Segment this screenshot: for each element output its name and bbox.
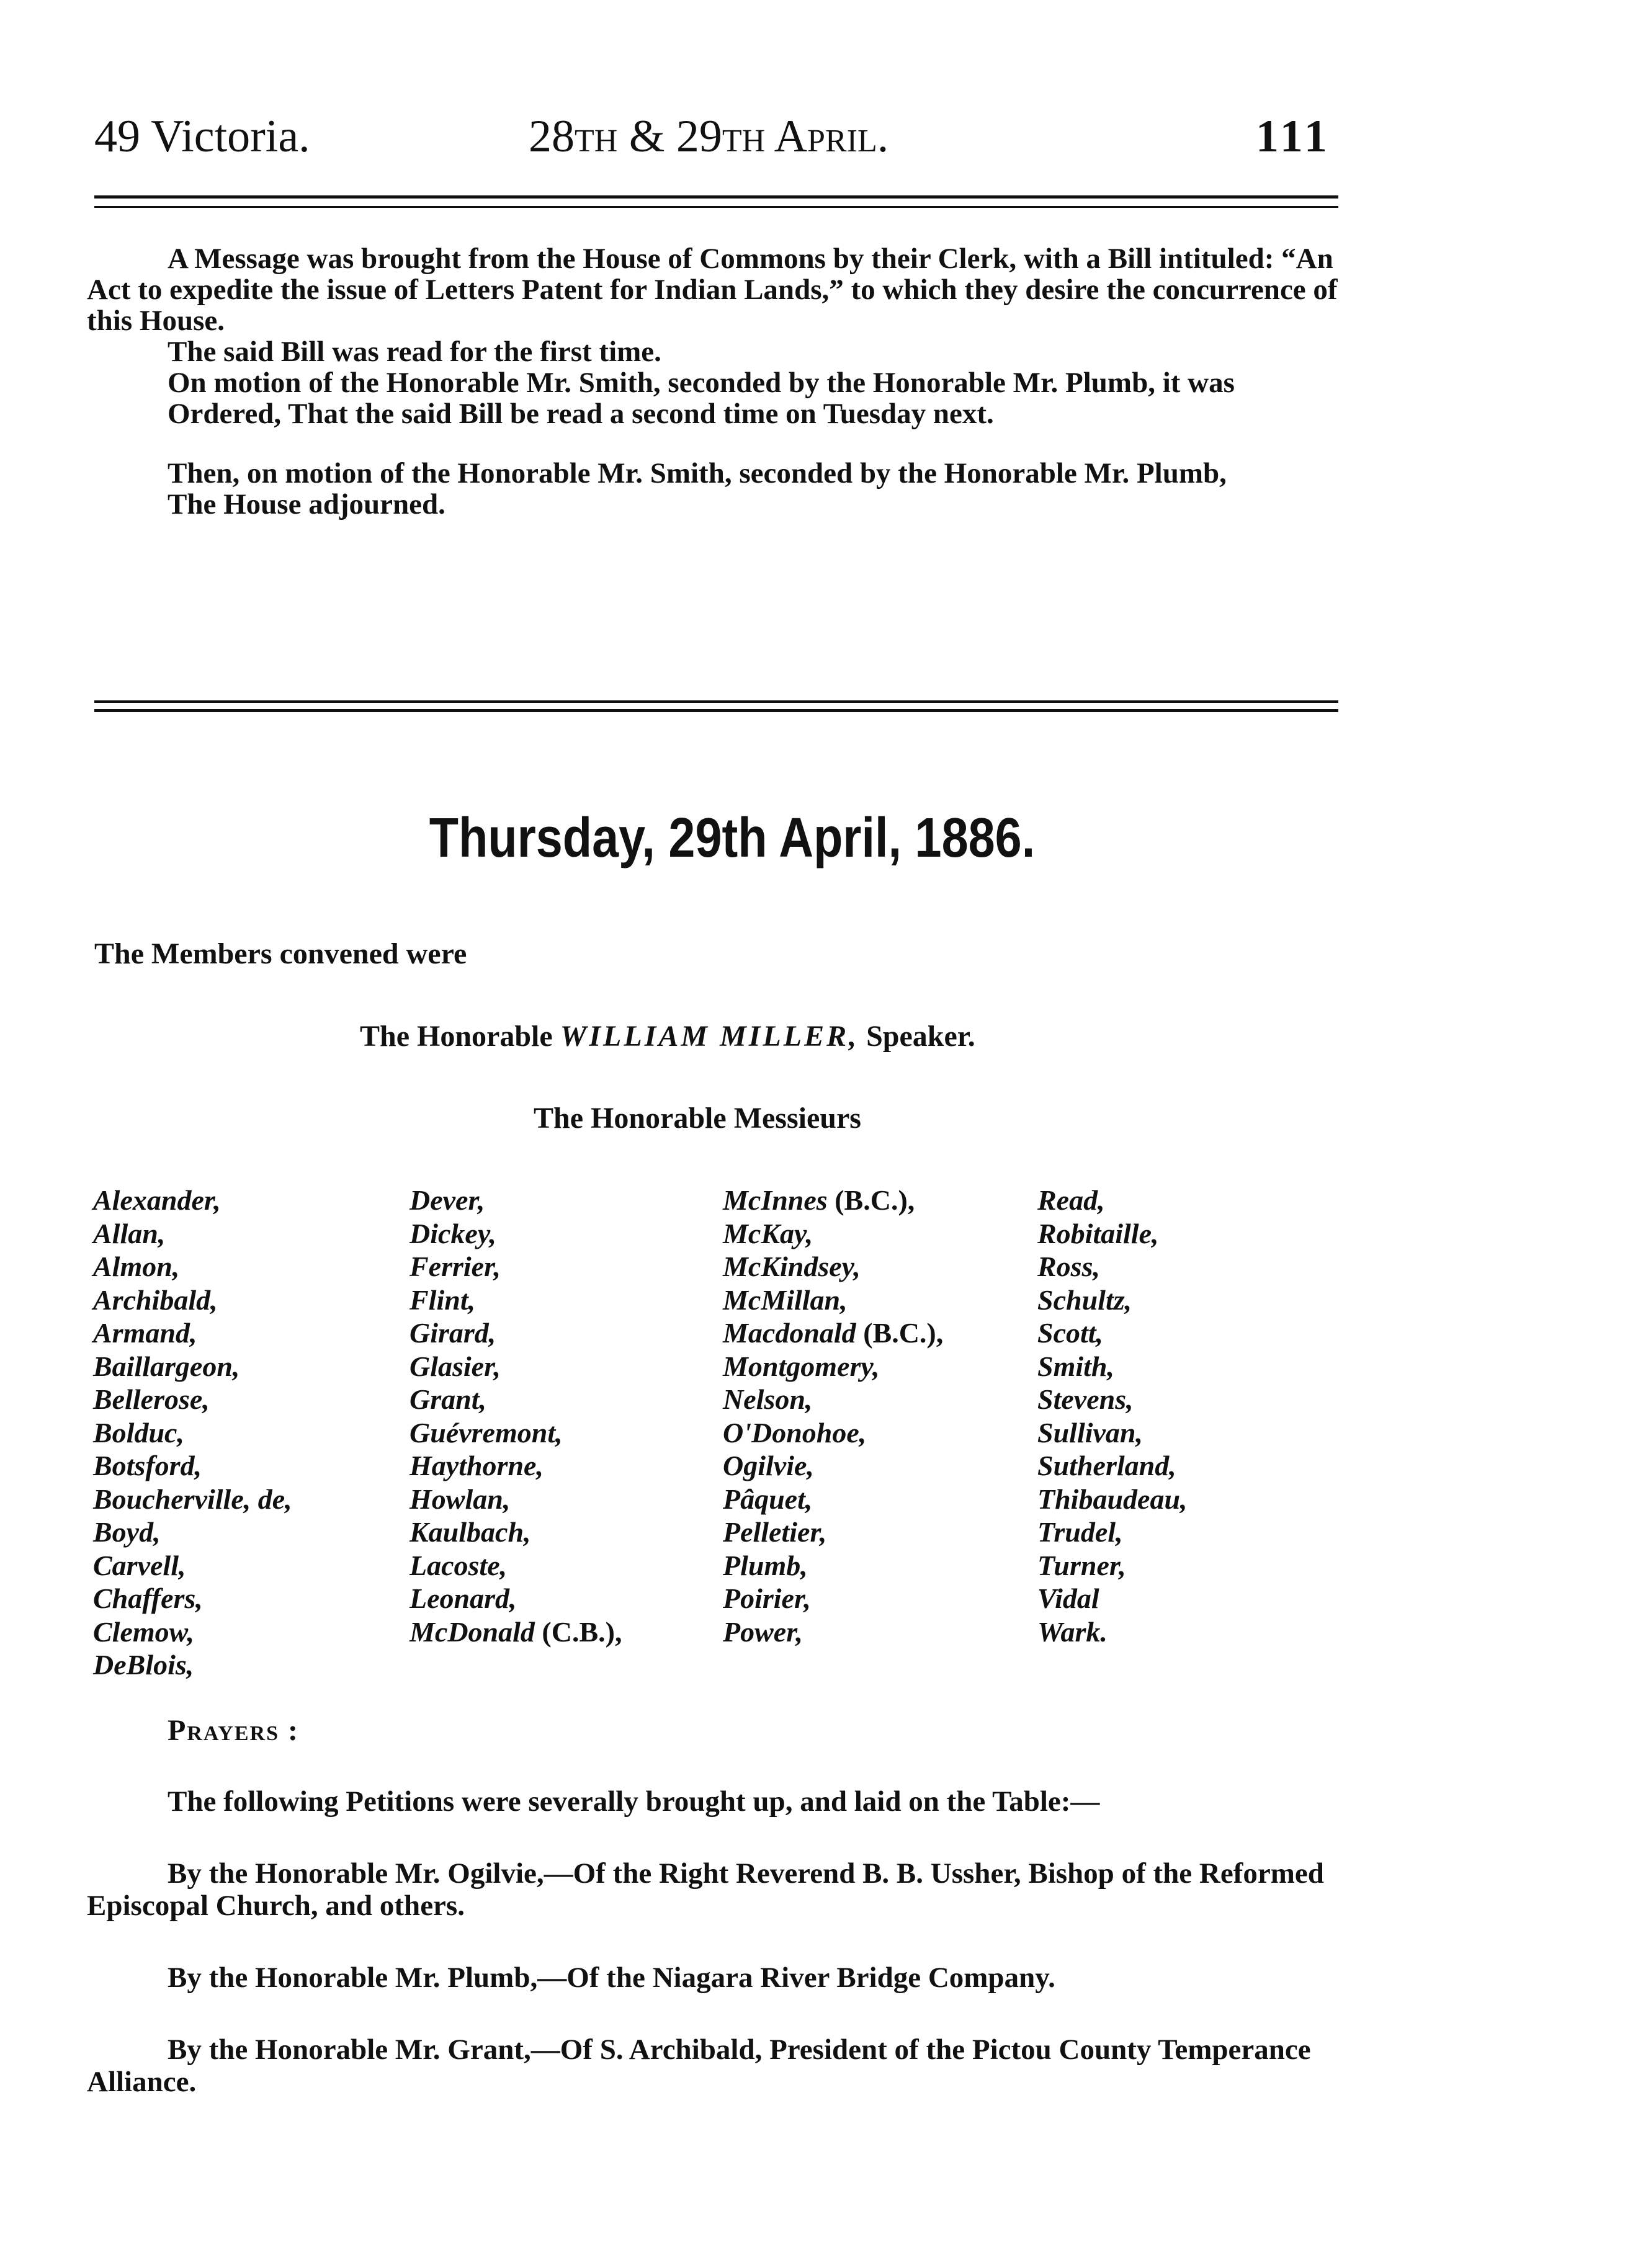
member-name: Dickey, bbox=[410, 1217, 497, 1249]
member-name: Bolduc, bbox=[93, 1416, 184, 1449]
member-name-with-district bbox=[410, 1615, 622, 1649]
member-name: Thibaudeau, bbox=[1037, 1483, 1188, 1515]
member-name: Girard, bbox=[410, 1317, 496, 1349]
petitions-intro: The following Petitions were severally brought up, and laid on the Table:— bbox=[168, 1785, 1100, 1818]
adjournment-paragraph: The House adjourned. bbox=[168, 488, 445, 520]
member-name: Turner, bbox=[1037, 1549, 1126, 1581]
member-name: Botsford, bbox=[93, 1450, 202, 1481]
members-column-1 bbox=[93, 1184, 292, 1682]
header-page-number: 111 bbox=[1256, 111, 1331, 162]
member-name: Power, bbox=[723, 1615, 803, 1648]
member-name: Macdonald bbox=[723, 1317, 856, 1349]
adjournment-motion-paragraph: Then, on motion of the Honorable Mr. Smith, seconded by the Honorable Mr. Plumb, bbox=[168, 457, 1227, 489]
member-name: Chaffers, bbox=[93, 1583, 203, 1614]
member-name: McMillan, bbox=[723, 1284, 848, 1316]
speaker-name: WILLIAM MILLER, bbox=[560, 1020, 859, 1053]
member-name: Boucherville, de, bbox=[93, 1483, 292, 1515]
previous-day-section bbox=[87, 243, 1359, 520]
speaker-line bbox=[360, 1019, 975, 1053]
member-district: (B.C.), bbox=[835, 1184, 915, 1216]
member-name: McDonald bbox=[410, 1615, 535, 1648]
member-name: Flint, bbox=[410, 1284, 476, 1316]
member-name: Montgomery, bbox=[723, 1350, 880, 1382]
speaker-prefix: The Honorable bbox=[360, 1020, 553, 1053]
member-name: Kaulbach, bbox=[410, 1516, 531, 1548]
member-name: Baillargeon, bbox=[93, 1350, 240, 1382]
petition-item: By the Honorable Mr. Ogilvie,—Of the Right Reverend B. B. Ussher, Bishop of the Reformed Episcopal Church, and others. bbox=[87, 1857, 1324, 1922]
member-district: (C.B.), bbox=[542, 1615, 622, 1648]
member-name: Wark. bbox=[1037, 1615, 1108, 1648]
member-name: Stevens, bbox=[1037, 1383, 1134, 1415]
member-name: Ferrier, bbox=[410, 1251, 501, 1282]
member-name-with-district bbox=[723, 1316, 943, 1350]
motion-paragraph: On motion of the Honorable Mr. Smith, seconded by the Honorable Mr. Plumb, it was bbox=[168, 367, 1235, 399]
member-name: McKindsey, bbox=[723, 1251, 861, 1282]
order-paragraph: Ordered, That the said Bill be read a second time on Tuesday next. bbox=[168, 398, 994, 430]
member-name: Vidal bbox=[1037, 1583, 1099, 1614]
member-name: Pelletier, bbox=[723, 1516, 827, 1548]
member-name: Armand, bbox=[93, 1317, 197, 1349]
petitions-section bbox=[87, 1785, 1359, 2098]
member-name: Ross, bbox=[1037, 1251, 1100, 1282]
day-separator-top bbox=[94, 700, 1338, 703]
header-dates: 28th & 29th April. bbox=[529, 111, 889, 162]
members-intro: The Members convened were bbox=[94, 937, 467, 970]
member-name: Ogilvie, bbox=[723, 1450, 814, 1481]
header-rule-top bbox=[94, 195, 1338, 199]
member-name: Howlan, bbox=[410, 1483, 511, 1515]
member-name: Clemow, bbox=[93, 1615, 195, 1648]
member-name: O'Donohoe, bbox=[723, 1416, 867, 1449]
member-name: McInnes bbox=[723, 1184, 828, 1216]
member-name-with-district bbox=[723, 1184, 943, 1217]
member-name: Haythorne, bbox=[410, 1450, 544, 1481]
header-rule-bottom bbox=[94, 206, 1338, 208]
member-name: Allan, bbox=[93, 1217, 166, 1249]
member-name: Dever, bbox=[410, 1184, 485, 1216]
member-name: Guévremont, bbox=[410, 1416, 563, 1449]
message-paragraph: A Message was brought from the House of Commons by their Clerk, with a Bill intituled: “An Act to expedite the issue of Letters Patent for Indian Lands,” to which they desire the concurrence of this House. bbox=[87, 243, 1338, 337]
member-name: Lacoste, bbox=[410, 1549, 508, 1581]
header-regnal-year: 49 Victoria. bbox=[94, 111, 310, 162]
member-name: Read, bbox=[1037, 1184, 1105, 1216]
member-name: Schultz, bbox=[1037, 1284, 1132, 1316]
members-column-3 bbox=[723, 1184, 943, 1648]
messieurs-label: The Honorable Messieurs bbox=[534, 1102, 861, 1135]
member-name: Robitaille, bbox=[1037, 1217, 1159, 1249]
member-name: Boyd, bbox=[93, 1516, 161, 1548]
member-name: Sullivan, bbox=[1037, 1416, 1143, 1449]
member-district: (B.C.), bbox=[863, 1317, 944, 1349]
member-name: Alexander, bbox=[93, 1184, 221, 1216]
member-name: Archibald, bbox=[93, 1284, 218, 1316]
member-name: Bellerose, bbox=[93, 1383, 210, 1415]
prayers-heading: Prayers : bbox=[168, 1714, 299, 1747]
member-name: Grant, bbox=[410, 1383, 486, 1415]
member-name: McKay, bbox=[723, 1217, 813, 1249]
members-column-2 bbox=[410, 1184, 622, 1648]
member-name: Pâquet, bbox=[723, 1483, 813, 1515]
first-reading-paragraph: The said Bill was read for the first time. bbox=[168, 336, 661, 368]
member-name: Leonard, bbox=[410, 1583, 517, 1614]
petition-item: By the Honorable Mr. Grant,—Of S. Archibald, President of the Pictou County Temperance Alliance. bbox=[87, 2034, 1311, 2098]
member-name: Plumb, bbox=[723, 1549, 808, 1581]
petition-item: By the Honorable Mr. Plumb,—Of the Niagara River Bridge Company. bbox=[168, 1962, 1055, 1994]
member-name: Glasier, bbox=[410, 1350, 501, 1382]
member-name: DeBlois, bbox=[93, 1649, 194, 1681]
member-name: Sutherland, bbox=[1037, 1450, 1176, 1481]
member-name: Nelson, bbox=[723, 1383, 813, 1415]
member-name: Smith, bbox=[1037, 1350, 1115, 1382]
member-name: Trudel, bbox=[1037, 1516, 1123, 1548]
speaker-title: Speaker. bbox=[866, 1020, 975, 1053]
member-name: Scott, bbox=[1037, 1317, 1104, 1349]
members-column-4 bbox=[1037, 1184, 1188, 1648]
session-date-heading: Thursday, 29th April, 1886. bbox=[429, 807, 1036, 869]
day-separator-bottom bbox=[94, 709, 1338, 712]
member-name: Almon, bbox=[93, 1251, 180, 1282]
member-name: Carvell, bbox=[93, 1549, 186, 1581]
member-name: Poirier, bbox=[723, 1583, 811, 1614]
